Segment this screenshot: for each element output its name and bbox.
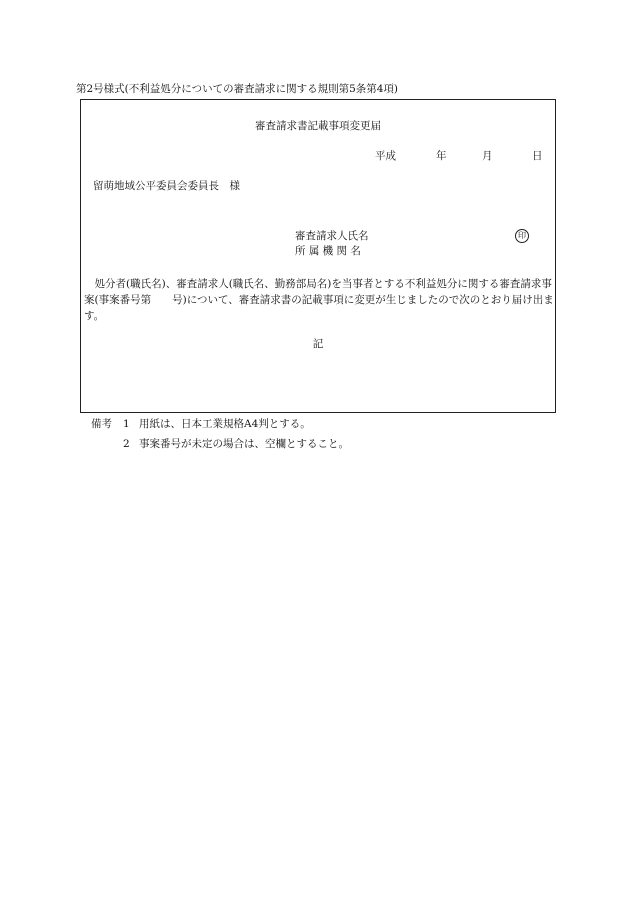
date-era: 平成 — [375, 150, 396, 162]
form-box — [80, 99, 556, 413]
date-month-unit: 月 — [482, 150, 493, 162]
record-label: 記 — [312, 338, 324, 350]
affiliation-label: 所 属 機 関 名 — [295, 245, 361, 257]
form-number-label: 第2号様式(不利益処分についての審査請求に関する規則第5条第4項) — [76, 83, 399, 95]
applicant-name-label: 審査請求人氏名 — [295, 230, 369, 242]
document-title: 審査請求書記載事項変更届 — [255, 120, 381, 132]
note-number: 2 — [123, 438, 130, 450]
notes-heading: 備考 — [91, 418, 112, 430]
note-text: 事案番号が未定の場合は、空欄とすること。 — [139, 438, 349, 450]
note-text: 用紙は、日本工業規格A4判とする。 — [139, 418, 311, 430]
note-number: 1 — [123, 418, 130, 430]
body-paragraph: 処分者(職氏名)、審査請求人(職氏名、勤務部局名)を当事者とする不利益処分に関する審査請求事案(事案番号第 号)について、審査請求書の記載事項に変更が生じましたので次のとおり届け出ます。 — [84, 278, 554, 322]
date-year-unit: 年 — [436, 150, 447, 162]
seal-mark-icon: 印 — [515, 229, 529, 243]
date-day-unit: 日 — [532, 150, 543, 162]
addressee: 留萌地域公平委員会委員長 様 — [93, 180, 240, 192]
